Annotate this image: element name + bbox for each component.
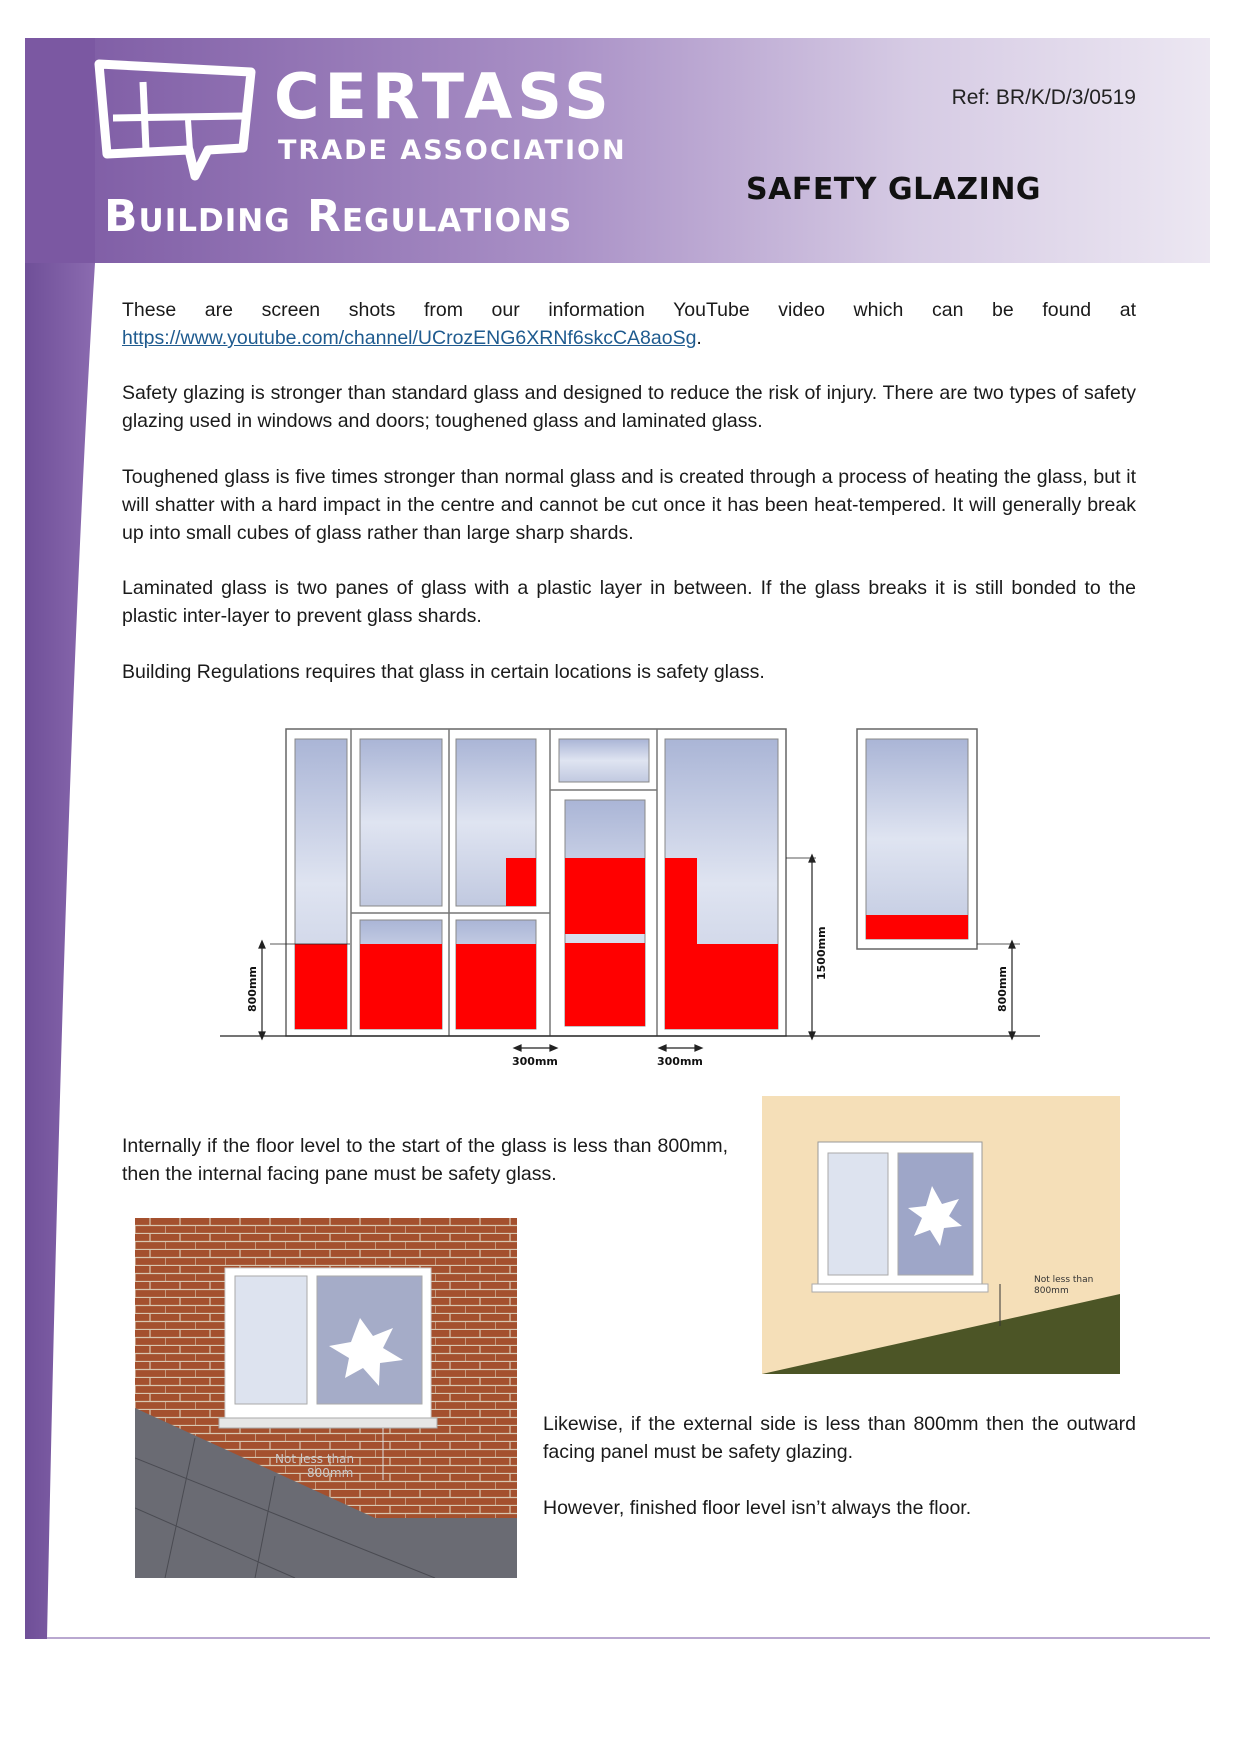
youtube-link[interactable]: https://www.youtube.com/channel/UCrozENG6XRNf6skcCA8aoSg xyxy=(122,327,697,349)
safety-glazing-diagram xyxy=(220,722,1040,1072)
dimension-label-300-b: 300mm xyxy=(657,1055,703,1068)
internal-label-line1: Not less than xyxy=(1034,1275,1094,1285)
paragraph-laminated-glass: Laminated glass is two panes of glass with a plastic layer in between. If the glass breaks it is still bonded to the plastic inter-layer to prevent glass shards. xyxy=(122,577,1136,627)
document-reference: Ref: BR/K/D/3/0519 xyxy=(951,86,1136,109)
floor-level-text: However, finished floor level isn’t always the floor. xyxy=(543,1497,972,1519)
dimension-label-800-right: 800mm xyxy=(996,966,1009,1012)
intro-text: These are screen shots from our information YouTube video which can be found at xyxy=(122,299,1136,321)
dimension-label-300-a: 300mm xyxy=(512,1055,558,1068)
dimension-label-800-left: 800mm xyxy=(246,966,259,1012)
certass-logo-icon xyxy=(93,58,263,183)
intro-text-end: . xyxy=(696,327,702,349)
external-label-line1: Not less than xyxy=(275,1452,355,1466)
intro-paragraph xyxy=(122,296,1136,352)
external-label-line2: 800mm xyxy=(307,1466,354,1480)
section-title: Building Regulations xyxy=(104,191,573,242)
internal-label-line2: 800mm xyxy=(1034,1286,1069,1296)
internal-window-illustration xyxy=(762,1096,1120,1374)
paragraph-building-regulations: Building Regulations requires that glass in certain locations is safety glass. xyxy=(122,661,765,683)
brand-name: CERTASS xyxy=(274,60,614,133)
paragraph-safety-glazing: Safety glazing is stronger than standard glass and designed to reduce the risk of injury. There are two types of safety glazing used in windows and doors; toughened glass and laminated glass. xyxy=(122,382,1136,432)
internal-safety-text: Internally if the floor level to the start of the glass is less than 800mm, then the internal facing pane must be safety glass. xyxy=(122,1135,728,1185)
dimension-label-1500: 1500mm xyxy=(815,926,828,980)
external-window-illustration xyxy=(135,1218,517,1578)
external-safety-text: Likewise, if the external side is less than 800mm then the outward facing panel must be safety glazing. xyxy=(543,1413,1136,1463)
brand-subtitle: TRADE ASSOCIATION xyxy=(278,135,627,166)
page-title: SAFETY GLAZING xyxy=(746,172,1042,207)
paragraph-toughened-glass: Toughened glass is five times stronger than normal glass and is created through a process of heating the glass, but it will shatter with a hard impact in the centre and cannot be cut once it has been heat-tempered. It will generally break up into small cubes of glass rather than large sharp shards. xyxy=(122,466,1136,544)
